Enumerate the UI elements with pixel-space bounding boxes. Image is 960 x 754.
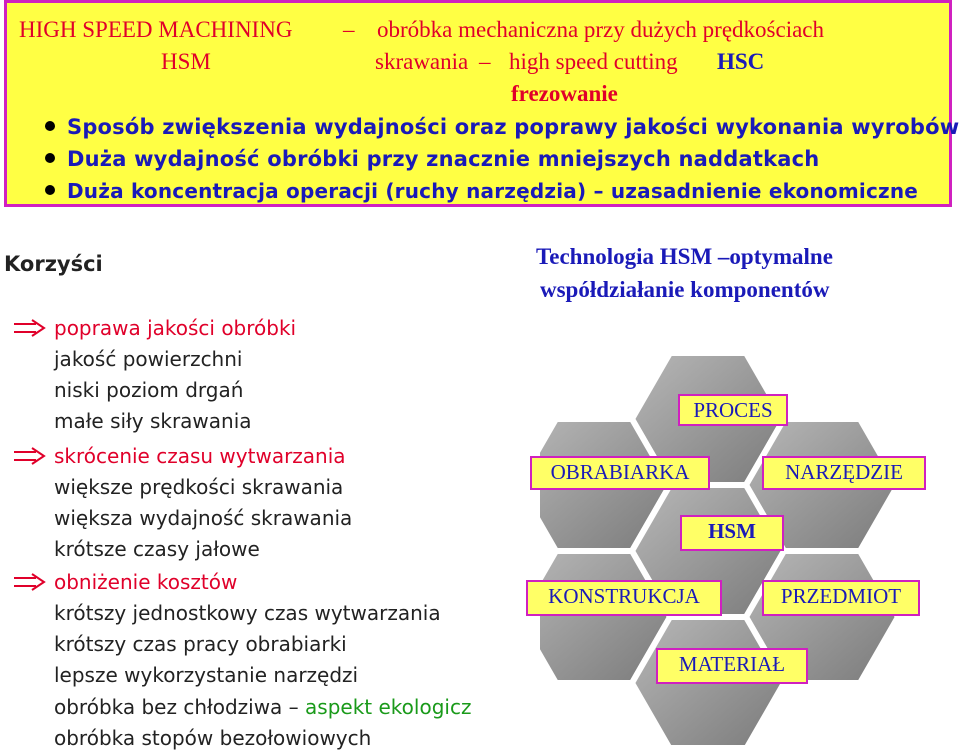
eco-line: obróbka bez chłodziwa – aspekt ekologicz xyxy=(54,695,472,719)
group-1-item: jakość powierzchni xyxy=(54,347,243,371)
hex-label-material: MATERIAŁ xyxy=(656,648,808,684)
hex-label-obrabiarka: OBRABIARKA xyxy=(530,456,710,490)
header-title-right: obróbka mechaniczna przy dużych prędkościach xyxy=(377,17,825,42)
eco-aspect: aspekt ekologicz xyxy=(305,695,472,719)
hex-label-hsm: HSM xyxy=(680,515,784,551)
header-abbr-hsc: HSC xyxy=(717,49,765,74)
implies-arrow-icon xyxy=(12,446,48,466)
header-bullet-3: Duża koncentracja operacji (ruchy narzędzia) – uzasadnienie ekonomiczne xyxy=(45,179,918,203)
bullet-icon xyxy=(45,121,55,131)
hex-label-przedmiot: PRZEDMIOT xyxy=(762,580,920,616)
group-3-last-item: obróbka stopów bezołowiowych xyxy=(54,726,372,750)
header-dash: – xyxy=(343,17,355,42)
bullet-icon xyxy=(45,153,55,163)
benefits-heading: Korzyści xyxy=(4,252,103,276)
implies-arrow-icon xyxy=(12,572,48,592)
group-3-item: krótszy jednostkowy czas wytwarzania xyxy=(54,601,441,625)
group-2-item: większe prędkości skrawania xyxy=(54,475,344,499)
tech-title-line1: Technologia HSM –optymalne xyxy=(536,244,833,269)
header-line2-b: high speed cutting xyxy=(509,49,678,74)
header-line2-a: skrawania xyxy=(375,49,469,74)
header-subtitle: frezowanie xyxy=(511,81,618,106)
group-2-title: skrócenie czasu wytwarzania xyxy=(54,444,346,468)
hex-label-narzedzie: NARZĘDZIE xyxy=(762,456,926,490)
implies-arrow-icon xyxy=(12,318,48,338)
group-3-title: obniżenie kosztów xyxy=(54,570,238,594)
hex-label-proces: PROCES xyxy=(678,394,788,426)
group-2-item: krótsze czasy jałowe xyxy=(54,537,260,561)
header-line2-dash: – xyxy=(479,49,491,74)
group-1-title: poprawa jakości obróbki xyxy=(54,316,297,340)
group-1-item: niski poziom drgań xyxy=(54,378,244,402)
group-3-item: krótszy czas pracy obrabiarki xyxy=(54,632,347,656)
header-box xyxy=(4,0,960,207)
group-3-item: lepsze wykorzystanie narzędzi xyxy=(54,663,359,687)
header-title-left: HIGH SPEED MACHINING xyxy=(19,17,293,42)
hex-label-konstrukcja: KONSTRUKCJA xyxy=(526,580,722,616)
header-abbr-hsm: HSM xyxy=(161,49,211,74)
tech-title-line2: współdziałanie komponentów xyxy=(540,277,830,302)
header-bullet-2: Duża wydajność obróbki przy znacznie mniejszych naddatkach xyxy=(45,147,819,171)
bullet-icon xyxy=(45,185,55,195)
group-2-item: większa wydajność skrawania xyxy=(54,506,353,530)
group-1-item: małe siły skrawania xyxy=(54,409,252,433)
header-bullet-1: Sposób zwiększenia wydajności oraz poprawy jakości wykonania wyrobów xyxy=(45,115,959,139)
